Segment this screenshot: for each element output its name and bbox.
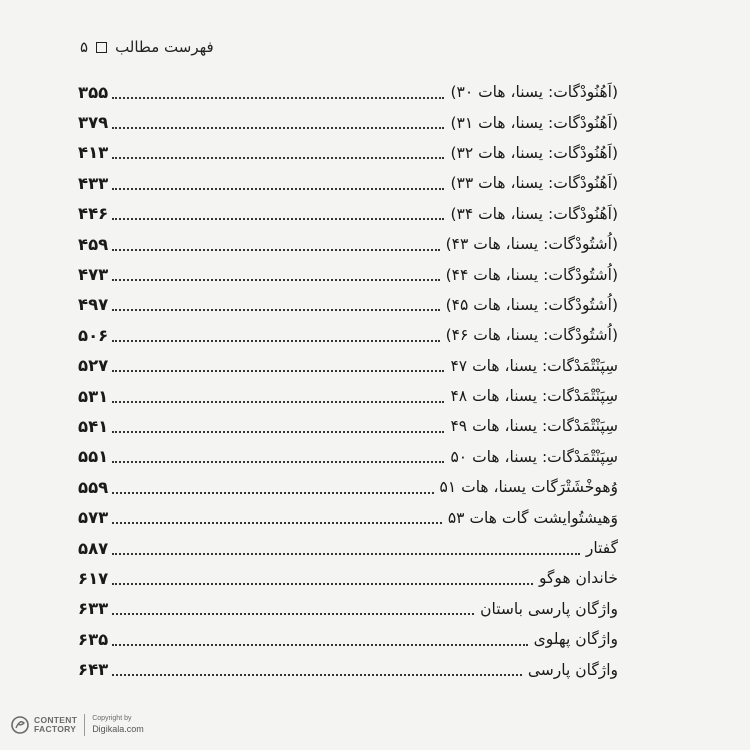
toc-entry-page: ۵۳۱ [78,386,109,406]
square-ornament-icon [96,42,107,53]
dot-leader [112,126,444,129]
toc-entry [78,442,618,472]
page-title: فهرست مطالب [115,38,214,56]
toc-entry-page: ۵۴۱ [78,416,109,436]
dot-leader [112,400,444,403]
toc-entry-page: ۵۲۷ [78,356,109,376]
toc-entry [78,594,618,624]
dot-leader [112,156,444,159]
toc-entry-page: ۵۵۹ [78,477,109,497]
toc-entry-page: ۵۰۶ [78,325,109,345]
dot-leader [112,96,444,99]
dot-leader [112,643,527,646]
toc-entry [78,624,618,654]
toc-entry [78,290,618,320]
toc-entry-title: (اَهُنُودْگات: یسنا، هات ۳۰) [450,83,618,102]
brand-line2: FACTORY [34,724,77,734]
dot-leader [112,521,442,524]
toc-entry-title: خاندان هوگو [539,569,618,588]
watermark-copyright [92,714,144,736]
toc-entry-title: (اَهُنُودْگات: یسنا، هات ۳۲) [450,143,618,162]
toc-entry [78,654,618,684]
toc-entry [78,502,618,532]
toc-entry [78,199,618,229]
toc-entry-page: ۴۴۶ [78,204,109,224]
toc-entry-title: وَهیشتُوایشت گات هات ۵۳ [447,508,618,527]
dot-leader [112,460,444,463]
toc-entry [78,107,618,137]
toc-entry-title: (اَهُنُودْگات: یسنا، هات ۳۱) [450,113,618,132]
toc-entry [78,411,618,441]
dot-leader [112,369,444,372]
toc-entry-page: ۶۳۵ [78,629,109,649]
toc-entry-page: ۴۵۹ [78,234,109,254]
toc-entry-page: ۴۳۳ [78,173,109,193]
brand-line1: CONTENT [34,715,78,725]
toc-entry [78,381,618,411]
copyright-label: Copyright by [92,715,132,722]
content-factory-logo-icon [10,715,30,735]
dot-leader [112,339,439,342]
toc-entry-title: واژگان پهلوی [533,630,618,649]
dot-leader [112,491,433,494]
toc-entry-title: (اَهُنُودْگات: یسنا، هات ۳۳) [450,174,618,193]
toc-entry-title: (اُشتُودْگات: یسنا، هات ۴۶) [445,326,618,345]
dot-leader [112,187,444,190]
watermark-brand [34,716,77,734]
toc-entry [78,229,618,259]
copyright-site: Digikala.com [92,724,144,734]
toc-entry-page: ۶۱۷ [78,568,109,588]
toc-entry [78,351,618,381]
toc-entry-title: (اَهُنُودْگات: یسنا، هات ۳۴) [450,204,618,223]
toc-entry [78,533,618,563]
toc-entry-page: ۶۳۳ [78,599,109,619]
toc-entry-title: سِپَنْتْمَدْگات: یسنا، هات ۵۰ [450,447,618,466]
toc-entry [78,259,618,289]
toc-entry-title: واژگان پارسی [527,660,618,679]
toc-entry-page: ۳۵۵ [78,82,109,102]
toc-entry-page: ۵۵۱ [78,447,109,467]
toc-entry-title: (اُشتُودْگات: یسنا، هات ۴۴) [445,265,618,284]
toc-entry-page: ۳۷۹ [78,113,109,133]
dot-leader [112,278,439,281]
dot-leader [112,248,439,251]
dot-leader [112,612,474,615]
toc-entry [78,77,618,107]
toc-entry [78,168,618,198]
toc-entry-page: ۶۴۳ [78,660,109,680]
dot-leader [112,308,439,311]
watermark-divider [84,714,85,736]
dot-leader [112,552,580,555]
dot-leader [112,673,522,676]
toc-entry-title: (اُشتُودْگات: یسنا، هات ۴۵) [445,295,618,314]
dot-leader [112,217,444,220]
toc-entry [78,138,618,168]
toc-entry-title: سِپَنْتْمَدْگات: یسنا، هات ۴۷ [450,356,618,375]
toc-entry-title: (اُشتُودْگات: یسنا، هات ۴۳) [445,235,618,254]
page-header [80,38,214,56]
dot-leader [112,582,533,585]
toc-entry-title: سِپَنْتْمَدْگات: یسنا، هات ۴۸ [450,387,618,406]
watermark [10,714,144,736]
table-of-contents [78,77,618,685]
toc-entry-page: ۵۸۷ [78,538,109,558]
dot-leader [112,430,444,433]
toc-entry-title: وُهوخْشَتْرَگات یسنا، هات ۵۱ [439,478,618,497]
page-number: ۵ [80,38,89,56]
toc-entry [78,563,618,593]
toc-entry-page: ۵۷۳ [78,508,109,528]
toc-entry-title: گفتار [585,539,618,558]
toc-entry [78,320,618,350]
toc-entry-page: ۴۷۳ [78,265,109,285]
toc-entry-title: واژگان پارسی باستان [480,599,618,618]
toc-entry-title: سِپَنْتْمَدْگات: یسنا، هات ۴۹ [450,417,618,436]
toc-entry-page: ۴۹۷ [78,295,109,315]
toc-entry-page: ۴۱۳ [78,143,109,163]
toc-entry [78,472,618,502]
